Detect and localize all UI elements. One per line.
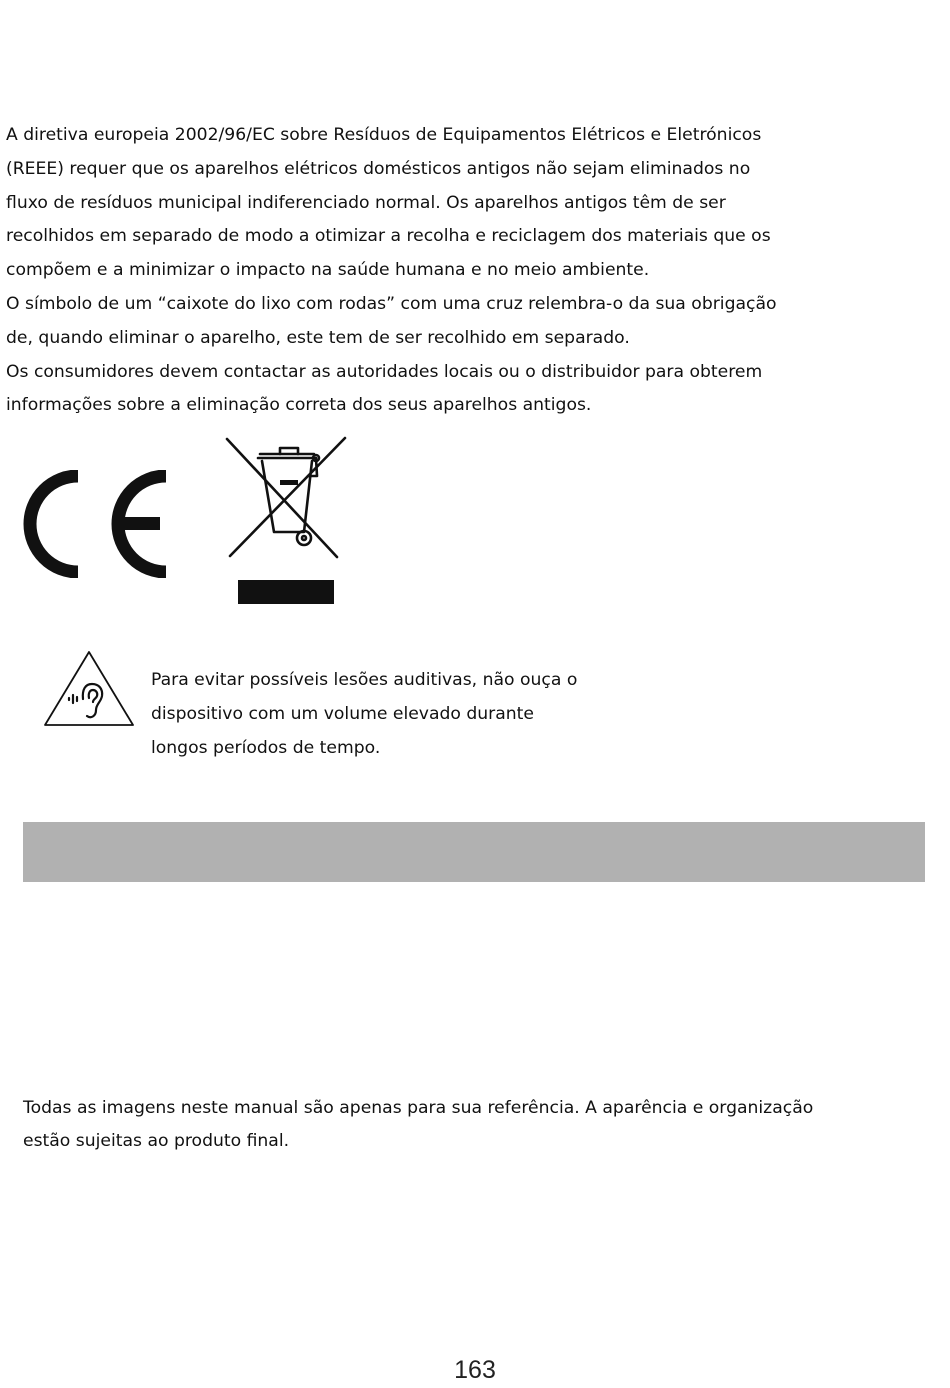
- weee-line: (REEE) requer que os aparelhos elétricos domésticos antigos não sejam eliminados no: [6, 158, 751, 179]
- weee-line: de, quando eliminar o aparelho, este tem de ser recolhido em separado.: [6, 327, 630, 348]
- weee-line: informações sobre a eliminação correta dos seus aparelhos antigos.: [6, 395, 592, 416]
- page-number: 163: [454, 1356, 496, 1384]
- disclaimer-line: estão sujeitas ao produto final.: [23, 1131, 290, 1151]
- hearing-warning-line: Para evitar possíveis lesões auditivas, não ouça o: [151, 670, 578, 690]
- weee-line: O símbolo de um “caixote do lixo com rodas” com uma cruz relembra-o da sua obrigação: [6, 293, 777, 314]
- crossed-out-wheelie-bin-icon: [224, 434, 350, 608]
- weee-line: compõem e a minimizar o impacto na saúde humana e no meio ambiente.: [6, 260, 650, 281]
- grey-divider-bar: [23, 822, 925, 882]
- hearing-warning-line: dispositivo com um volume elevado durante: [151, 704, 534, 724]
- image-disclaimer: [23, 1092, 943, 1158]
- hearing-warning-line: longos períodos de tempo.: [151, 738, 381, 758]
- weee-line: fluxo de resíduos municipal indiferenciado normal. Os aparelhos antigos têm de ser: [6, 192, 726, 213]
- weee-line: recolhidos em separado de modo a otimizar a recolha e reciclagem dos materiais que os: [6, 226, 771, 247]
- weee-line: A diretiva europeia 2002/96/EC sobre Resíduos de Equipamentos Elétricos e Eletrónicos: [6, 125, 762, 145]
- weee-line: Os consumidores devem contactar as autoridades locais ou o distribuidor para obterem: [6, 361, 763, 382]
- weee-notice: [6, 119, 941, 423]
- hearing-warning-icon: [43, 650, 135, 728]
- hearing-warning-text: [151, 663, 711, 765]
- ce-mark-icon: [18, 470, 168, 578]
- disclaimer-line: Todas as imagens neste manual são apenas para sua referência. A aparência e organização: [23, 1098, 814, 1118]
